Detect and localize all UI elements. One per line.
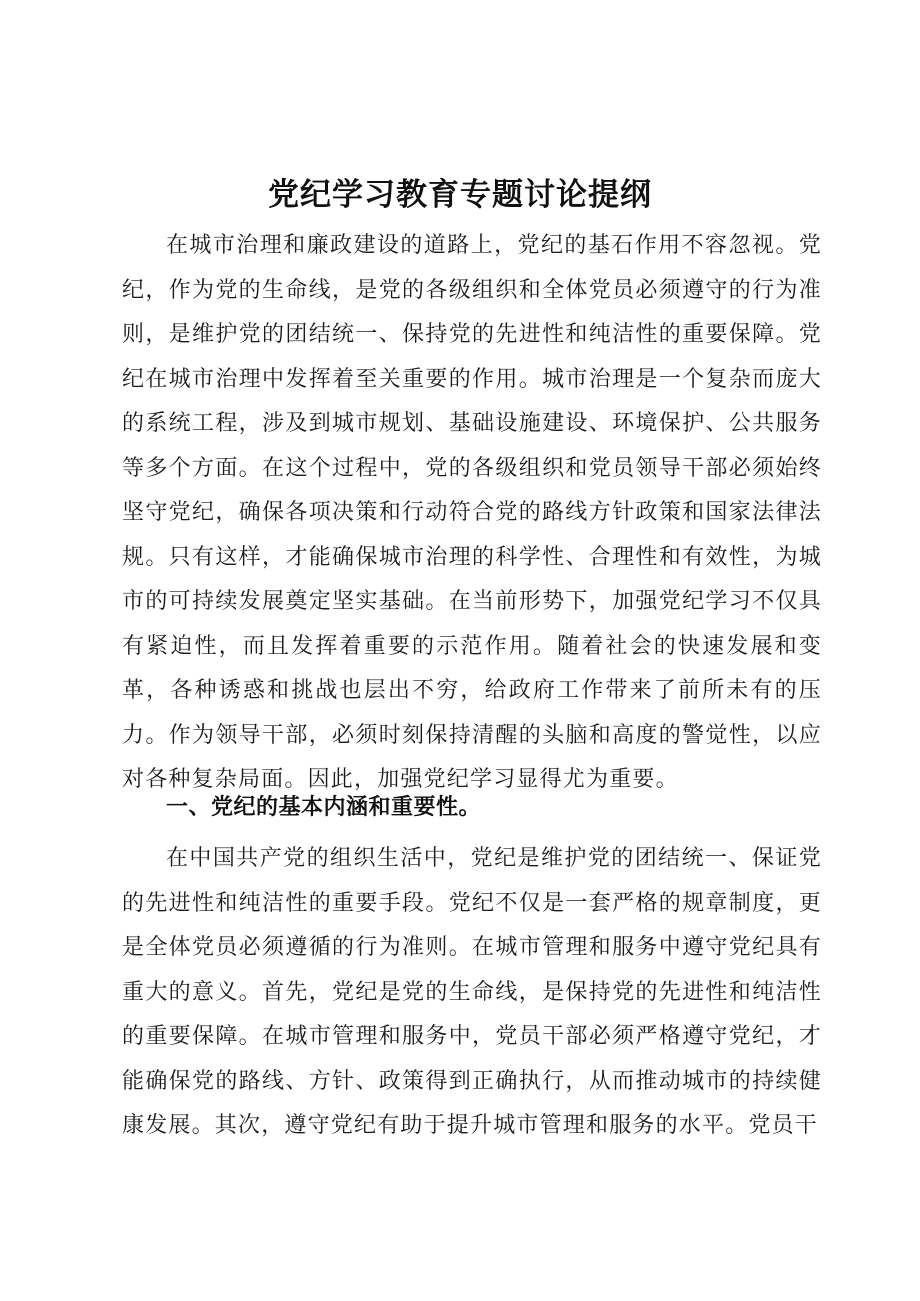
document-title: 党纪学习教育专题讨论提纲 xyxy=(268,177,652,213)
section-heading: 一、党纪的基本内涵和重要性。 xyxy=(166,795,482,820)
intro-paragraph: 在城市治理和廉政建设的道路上，党纪的基石作用不容忽视。党纪，作为党的生命线，是党的各级组织和全体党员必须遵守的行为准则，是维护党的团结统一、保持党的先进性和纯洁性的重要保障。党纪在城市治理中发挥着至关重要的作用。城市治理是一个复杂而庞大的系统工程，涉及到城市规划、基础设施建设、环境保护、公共服务等多个方面。在这个过程中，党的各级组织和党员领导干部必须始终坚守党纪，确保各项决策和行动符合党的路线方针政策和国家法律法规。只有这样，才能确保城市治理的科学性、合理性和有效性，为城市的可持续发展奠定坚实基础。在当前形势下，加强党纪学习不仅具有紧迫性，而且发挥着重要的示范作用。随着社会的快速发展和变革，各种诱惑和挑战也层出不穷，给政府工作带来了前所未有的压力。作为领导干部，必须时刻保持清醒的头脑和高度的警觉性，以应对各种复杂局面。因此，加强党纪学习显得尤为重要。 xyxy=(122,233,822,792)
section-paragraph: 在中国共产党的组织生活中，党纪是维护党的团结统一、保证党的先进性和纯洁性的重要手段。党纪不仅是一套严格的规章制度，更是全体党员必须遵循的行为准则。在城市管理和服务中遵守党纪具有重大的意义。首先，党纪是党的生命线，是保持党的先进性和纯洁性的重要保障。在城市管理和服务中，党员干部必须严格遵守党纪，才能确保党的路线、方针、政策得到正确执行，从而推动城市的持续健康发展。其次，遵守党纪有助于提升城市管理和服务的水平。党员干 xyxy=(122,846,822,1138)
